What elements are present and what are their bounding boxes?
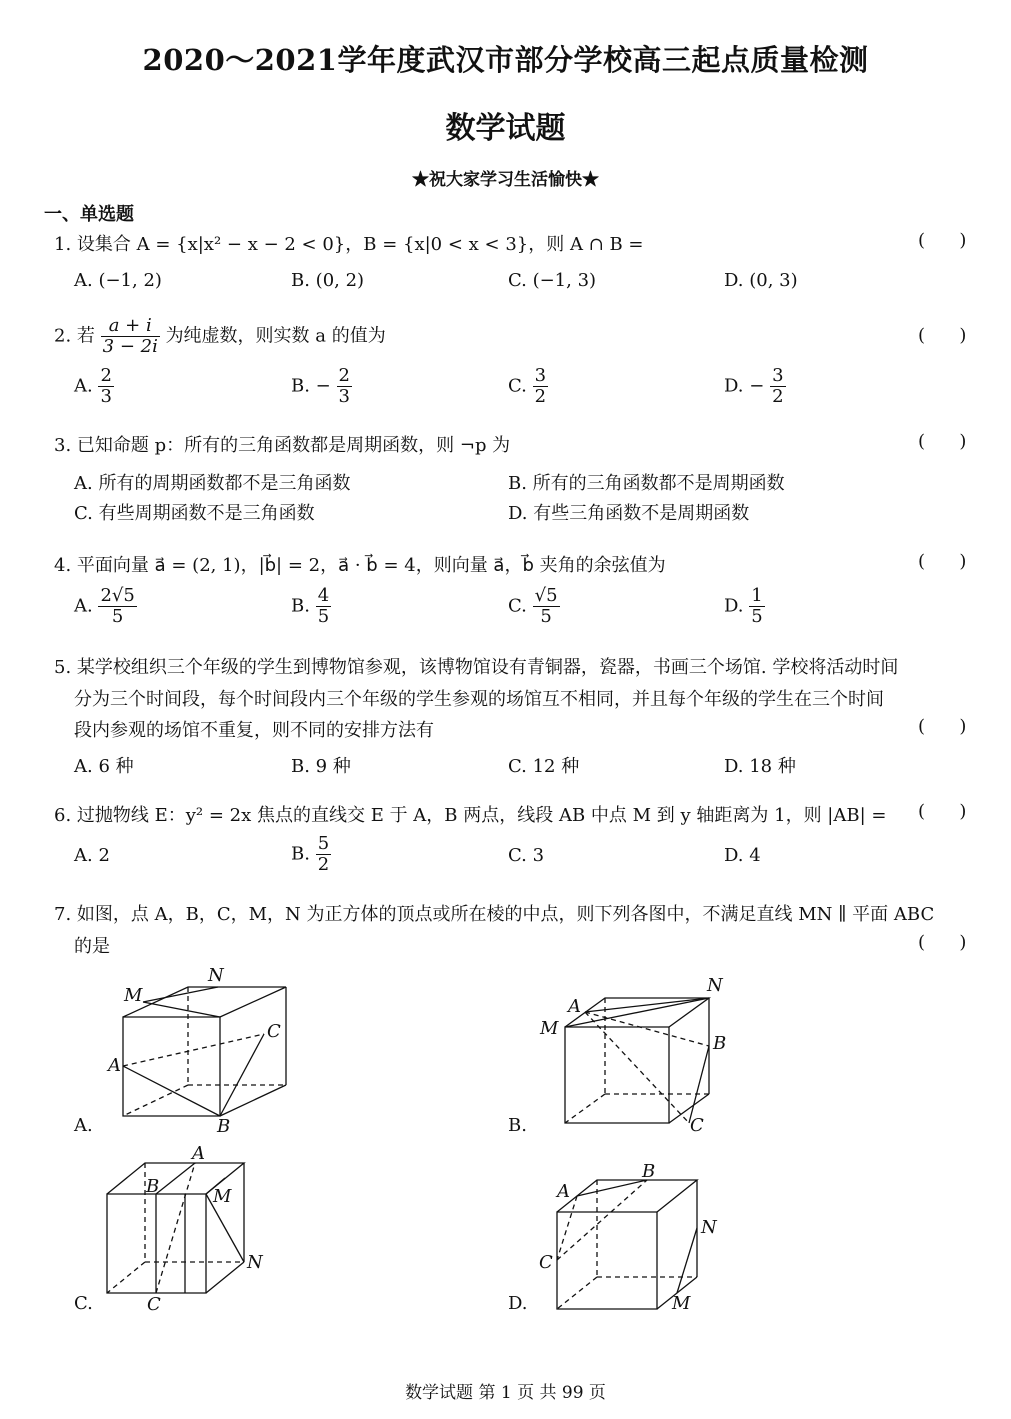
q2-frac-num: a + i [101,316,160,337]
fig-b-label: N [707,975,723,996]
q7-option-b: B. [508,1115,527,1136]
cube-figure-d [557,1180,697,1309]
fig-b-label: M [540,1018,559,1039]
fig-d-label: M [672,1293,691,1314]
q2-option-c: C. $\frac{3}{2}$ [508,365,547,407]
q4-option-a: A. $\frac{2√5}{5}$ [74,585,135,627]
answer-paren: ( ) [918,551,967,572]
question-6: 6. 过抛物线 E：y² = 2x 焦点的直线交 E 于 A，B 两点，线段 AB 中点 M 到 y 轴距离为 1，则 |AB| = [54,805,887,826]
q1-option-a: A. (−1, 2) [74,270,162,291]
q1-option-d: D. (0, 3) [724,270,798,291]
answer-paren: ( ) [918,801,967,822]
exam-subtitle: 数学试题 [445,111,566,146]
answer-paren: ( ) [918,230,967,251]
question-5-line-2: 分为三个时间段，每个时间段内三个年级的学生参观的场馆互不相同，并且每个年级的学生在三个时间 [74,689,884,710]
q3-option-a: A. 所有的周期函数都不是三角函数 [74,473,351,494]
q4-option-d: D. $\frac{1}{5}$ [724,585,763,627]
q1-option-c: C. (−1, 3) [508,270,597,291]
question-4: 4. 平面向量 a⃗ = (2, 1)，|b⃗| = 2，a⃗ · b⃗ = 4，则向量 a⃗，b⃗ 夹角的余弦值为 [54,555,666,576]
q1-option-b: B. (0, 2) [291,270,365,291]
answer-paren: ( ) [918,932,967,953]
q2-suffix: 为纯虚数，则实数 a 的值为 [165,325,386,347]
fig-a-label: B [217,1116,231,1137]
fig-c-label: C [147,1294,161,1315]
fig-c-label: B [146,1176,160,1197]
fig-d-label: B [642,1161,656,1182]
fig-a-label: C [267,1021,281,1042]
question-7-line-1: 7. 如图，点 A，B，C，M，N 为正方体的顶点或所在棱的中点，则下列各图中，不满足直线 MN ∥ 平面 ABC [54,904,935,925]
fig-d-label: C [539,1252,553,1273]
cube-figure-a [123,987,286,1116]
answer-paren: ( ) [918,716,967,737]
exam-title: 2020～2021学年度武汉市部分学校高三起点质量检测 [142,43,869,77]
q4-option-b: B. $\frac{4}{5}$ [291,585,330,627]
question-7-line-2: 的是 [74,936,110,957]
fig-b-label: C [690,1115,704,1136]
fig-b-label: B [713,1033,727,1054]
question-1: 1. 设集合 A = {x|x² − x − 2 < 0}，B = {x|0 < x < 3}，则 A ∩ B = [54,234,644,255]
q5-option-c: C. 12 种 [508,756,580,777]
q2-option-b: B. − $\frac{2}{3}$ [291,365,350,407]
q5-option-d: D. 18 种 [724,756,796,777]
q6-option-a: A. 2 [74,845,110,866]
q2-frac-den: 3 − 2i [102,335,158,357]
q2-option-d: D. − $\frac{3}{2}$ [724,365,784,407]
q3-option-c: C. 有些周期函数不是三角函数 [74,503,315,524]
q5-option-a: A. 6 种 [74,756,134,777]
q6-option-c: C. 3 [508,845,545,866]
fig-a-label: M [124,985,143,1006]
fig-a-label: N [208,965,224,986]
motto: ★祝大家学习生活愉快★ [412,170,599,190]
question-5-line-1: 5. 某学校组织三个年级的学生到博物馆参观，该博物馆设有青铜器，瓷器，书画三个场馆. 学校将活动时间 [54,657,899,678]
q4-option-c: C. $\frac{√5}{5}$ [508,585,558,627]
q5-option-b: B. 9 种 [291,756,351,777]
section-heading: 一、单选题 [44,204,134,225]
fig-a-label: A [108,1055,121,1076]
q6-option-b: B. $\frac{5}{2}$ [291,833,330,875]
question-3: 3. 已知命题 p：所有的三角函数都是周期函数，则 ¬p 为 [54,435,511,456]
q7-option-a: A. [74,1115,93,1136]
cube-figure-c [107,1163,244,1293]
page-footer: 数学试题 第 1 页 共 99 页 [405,1383,606,1403]
q7-option-c: C. [74,1293,93,1314]
fig-b-label: A [568,996,581,1017]
q2-option-a: A. $\frac{2}{3}$ [74,365,112,407]
fig-d-label: N [701,1217,717,1238]
answer-paren: ( ) [918,431,967,452]
q3-option-d: D. 有些三角函数不是周期函数 [508,503,750,524]
fig-c-label: A [192,1143,205,1164]
q3-option-b: B. 所有的三角函数都不是周期函数 [508,473,785,494]
question-5-line-3: 段内参观的场馆不重复，则不同的安排方法有 [74,720,434,741]
fig-d-label: A [557,1181,570,1202]
q6-option-d: D. 4 [724,845,761,866]
fig-c-label: N [247,1252,263,1273]
answer-paren: ( ) [918,325,967,346]
cube-figure-b [565,998,709,1123]
q2-prefix: 2. 若 [54,325,95,347]
fig-c-label: M [213,1186,232,1207]
q7-option-d: D. [508,1293,528,1314]
